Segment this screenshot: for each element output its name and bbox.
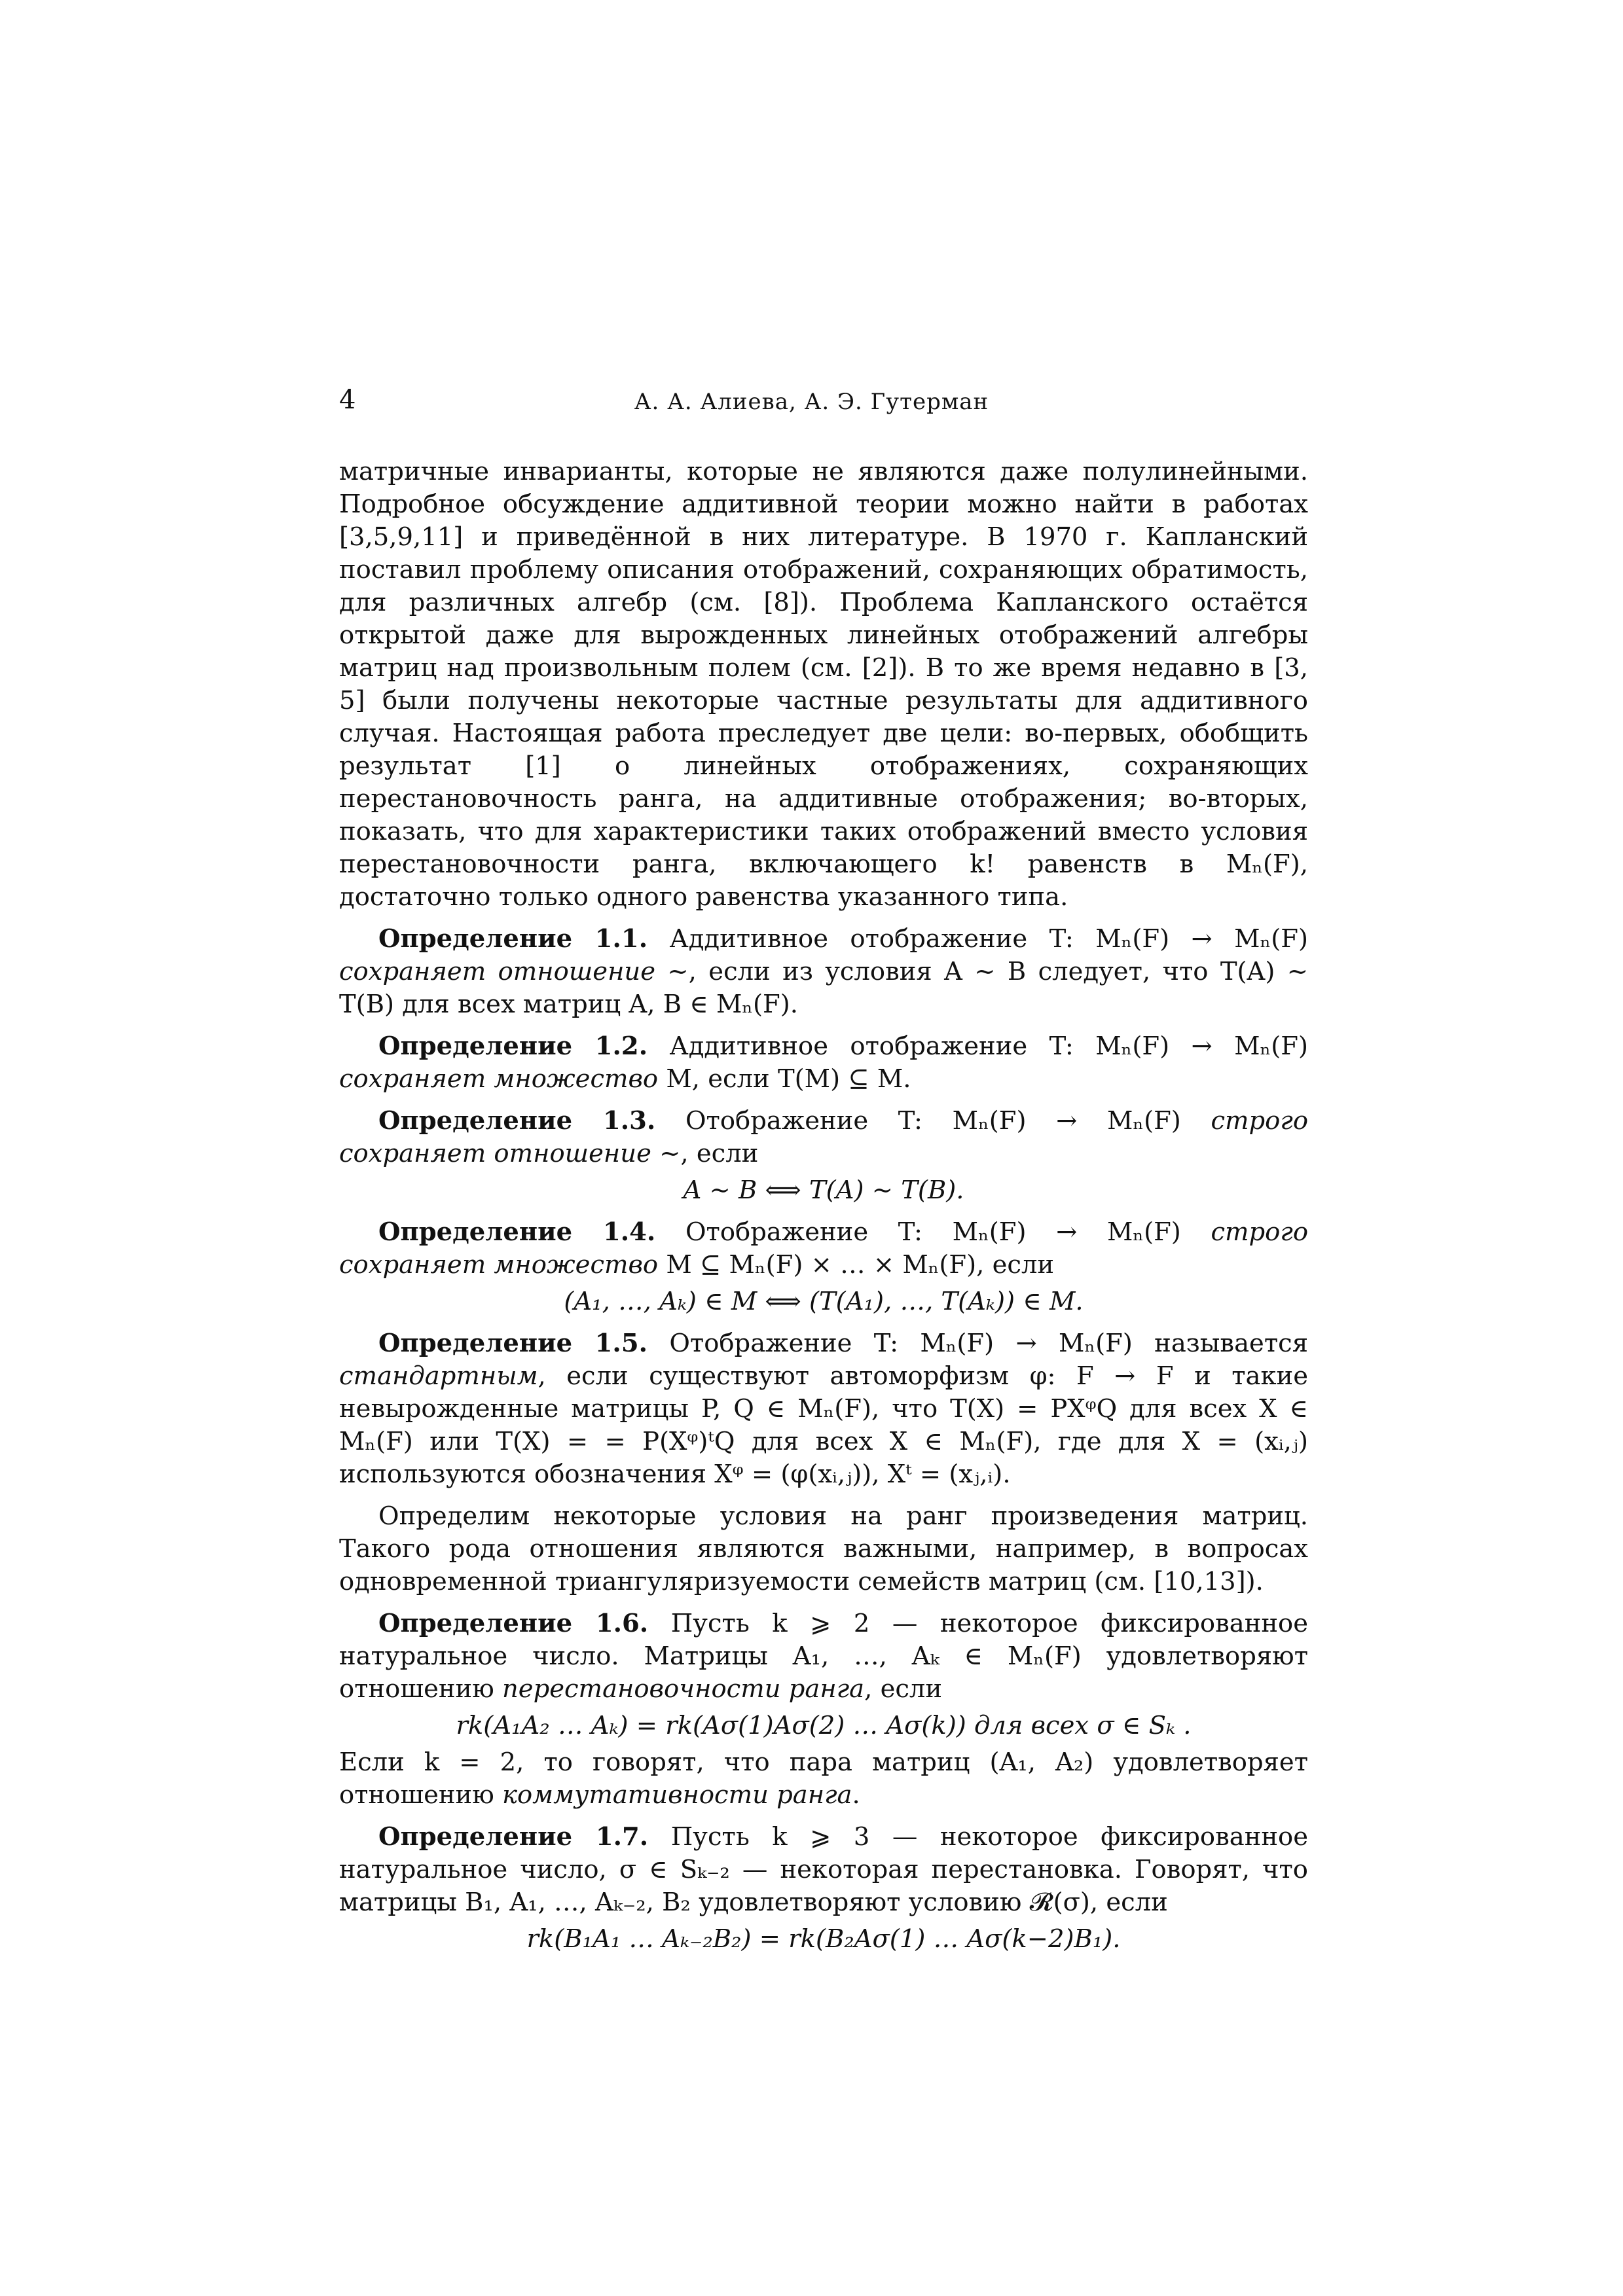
definition-text: Аддитивное отображение T: Mₙ(F) → Mₙ(F) [669, 924, 1308, 954]
definition-text: Если k = 2, то говорят, что пара матриц (A₁, A₂) удовлетворяет отношению [339, 1748, 1308, 1810]
definition-text: Пусть k ⩾ 3 — некоторое фиксированное натуральное число, σ ∈ Sₖ₋₂ — некоторая перестановка. Говорят, что матрицы B₁, A₁, …, Aₖ₋₂, B₂ удовлетворяют условию 𝓡(σ), если [339, 1822, 1308, 1917]
definition-1-3 [339, 1105, 1308, 1170]
definition-label: Определение 1.7. [378, 1822, 649, 1852]
definition-text: M, если T(M) ⊆ M. [666, 1064, 911, 1094]
definition-text: . [852, 1780, 860, 1810]
definition-text: ∼, если из условия A ∼ B следует, что T(A) ∼ T(B) для всех матриц A, B ∈ Mₙ(F). [339, 957, 1308, 1019]
page-header [0, 385, 1623, 424]
definition-label: Определение 1.1. [378, 924, 648, 954]
definition-term: стандартным [339, 1361, 538, 1391]
definition-1-4 [339, 1216, 1308, 1282]
formula-1-3: A ∼ B ⟺ T(A) ∼ T(B). [683, 1175, 964, 1205]
definition-term: строго сохраняет отношение [339, 1106, 1308, 1168]
definition-text: Аддитивное отображение T: Mₙ(F) → Mₙ(F) [669, 1031, 1308, 1061]
formula-1-7: rk(B₁A₁ … Aₖ₋₂B₂) = rk(B₂Aσ(1) … Aσ(k−2)B₁). [526, 1924, 1121, 1954]
definition-term: перестановочности ранга [501, 1674, 865, 1704]
definition-text: Пусть k ⩾ 2 — некоторое фиксированное натуральное число. Матрицы A₁, …, Aₖ ∈ Mₙ(F) удовлетворяют отношению [339, 1609, 1308, 1704]
definition-term: сохраняет отношение [339, 957, 656, 986]
definition-1-2 [339, 1030, 1308, 1096]
definition-text: , если существуют автоморфизм φ: F → F и такие невырожденные матрицы P, Q ∈ Mₙ(F), что T(X) = PXᵠQ для всех X ∈ Mₙ(F) или T(X) = = P(Xᵠ)ᵗQ для всех X ∈ Mₙ(F), где для X = (xᵢ,ⱼ) используются обозначения Xᵠ = (φ(xᵢ,ⱼ)), Xᵗ = (xⱼ,ᵢ). [339, 1361, 1308, 1489]
definition-label: Определение 1.6. [378, 1609, 649, 1638]
page-body [339, 456, 1308, 1960]
definition-1-6-continuation [339, 1746, 1308, 1812]
intro-paragraph: матричные инварианты, которые не являются даже полулинейными. Подробное обсуждение аддитивной теории можно найти в работах [3,5,9,11] и приведённой в них литературе. В 1970 г. Капланский поставил проблему описания отображений, сохраняющих обратимость, для различных алгебр (см. [8]). Проблема Капланского остаётся открытой даже для вырожденных линейных отображений алгебры матриц над произвольным полем (см. [2]). В то же время недавно в [3, 5] были получены некоторые частные результаты для аддитивного случая. Настоящая работа преследует две цели: во-первых, обобщить результат [1] о линейных отображениях, сохраняющих перестановочность ранга, на аддитивные отображения; во-вторых, показать, что для характеристики таких отображений вместо условия перестановочности ранга, включающего k! равенств в Mₙ(F), достаточно только одного равенства указанного типа. [339, 457, 1308, 912]
definition-label: Определение 1.3. [378, 1106, 656, 1136]
page-number: 4 [339, 385, 356, 415]
definition-text: Отображение T: Mₙ(F) → Mₙ(F) называется [669, 1329, 1308, 1358]
running-head-authors: А. А. Алиева, А. Э. Гутерман [634, 389, 989, 415]
definition-text: , если [864, 1674, 943, 1704]
definition-label: Определение 1.4. [378, 1217, 656, 1247]
definition-term: сохраняет множество [339, 1064, 659, 1094]
definition-text: Отображение T: Mₙ(F) → Mₙ(F) [685, 1217, 1181, 1247]
definition-text: M ⊆ Mₙ(F) × … × Mₙ(F), если [666, 1250, 1055, 1280]
definition-1-1 [339, 923, 1308, 1021]
definition-1-7 [339, 1821, 1308, 1919]
definition-text: ∼, если [659, 1139, 759, 1168]
formula-1-4: (A₁, …, Aₖ) ∈ M ⟺ (T(A₁), …, T(Aₖ)) ∈ M. [564, 1287, 1084, 1316]
definition-term: строго сохраняет множество [339, 1217, 1308, 1280]
definition-text: Отображение T: Mₙ(F) → Mₙ(F) [685, 1106, 1181, 1136]
definition-1-6 [339, 1607, 1308, 1706]
definition-label: Определение 1.5. [378, 1329, 648, 1358]
definition-1-5 [339, 1327, 1308, 1491]
definition-term: коммутативности ранга [501, 1780, 852, 1810]
mid-paragraph: Определим некоторые условия на ранг произведения матриц. Такого рода отношения являются важными, например, в вопросах одновременной триангуляризуемости семейств матриц (см. [10,13]). [339, 1501, 1308, 1596]
definition-label: Определение 1.2. [378, 1031, 648, 1061]
formula-1-6: rk(A₁A₂ … Aₖ) = rk(Aσ(1)Aσ(2) … Aσ(k)) для всех σ ∈ Sₖ . [456, 1711, 1192, 1740]
